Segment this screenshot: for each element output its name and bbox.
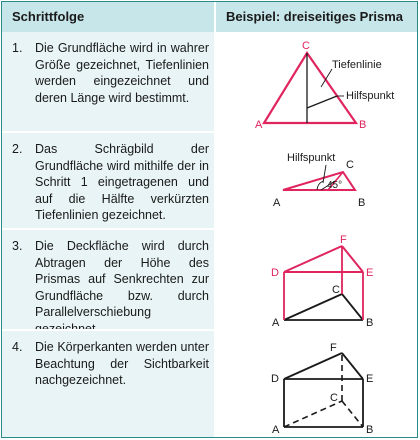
figure-base-true-size (216, 32, 417, 131)
point-label-c: C (330, 392, 338, 404)
edge-fe (342, 246, 363, 272)
aux-point-label: Hilfspunkt (287, 152, 336, 164)
step-number: 2. (12, 142, 23, 156)
point-label-a: A (273, 197, 281, 209)
point-label-b: B (366, 317, 374, 329)
step-row-4 (2, 331, 417, 437)
figure-final-prism (216, 331, 417, 437)
point-label-b: B (358, 197, 366, 209)
construction-steps-table (1, 1, 418, 438)
step-number: 3. (12, 239, 23, 253)
point-label-c: C (302, 40, 310, 52)
edge-df (284, 246, 342, 272)
step-description: Die Grundfläche wird in wahrer Größe gezeichnet, Tiefenlinien werden eingezeichnet und deren Länge wird bestimmt. (35, 41, 209, 105)
leader-aux-point (323, 165, 326, 183)
point-label-e: E (366, 373, 374, 385)
point-label-b: B (359, 119, 367, 131)
angle-arc (317, 181, 323, 190)
step-text-cell (2, 230, 216, 329)
step-description: Das Schrägbild der Grundfläche wird mithilfe der in Schritt 1 eingetragenen und auf die Hälfte verkürzten Tiefenlinien gezeichnet. (35, 142, 209, 222)
oblique-triangle-abc (283, 172, 355, 190)
point-label-f: F (340, 234, 347, 246)
step-number: 1. (12, 41, 23, 55)
step-text-cell (2, 331, 216, 437)
hidden-edge-ac (284, 401, 342, 427)
edge-df (284, 353, 342, 379)
hidden-edge-cb (342, 401, 363, 427)
step-description: Die Deckfläche wird durch Abtragen der Höhe des Prismas auf Senkrechten zur Grundfläche bzw. durch Parallelverschiebung (35, 239, 209, 319)
point-label-a: A (255, 119, 263, 131)
step-number: 4. (12, 340, 23, 354)
step-text-cell (2, 133, 216, 228)
depth-line-label: Tiefenlinie (332, 59, 382, 71)
point-label-a: A (272, 424, 280, 436)
edge-ac (284, 294, 342, 320)
point-label-f: F (330, 342, 337, 354)
figure-top-face (216, 230, 417, 329)
aux-point-label: Hilfspunkt (346, 90, 395, 102)
angle-label: 45° (327, 180, 343, 191)
edge-fe (342, 353, 363, 379)
point-label-c: C (346, 159, 354, 171)
point-label-c: C (332, 284, 340, 296)
figure-cell (216, 133, 417, 228)
step-description: Die Körperkanten werden unter Beachtung der Sichtbarkeit nachgezeichnet. (35, 340, 209, 387)
header-example: Beispiel: dreiseitiges Prisma (216, 2, 417, 32)
edge-cb (342, 294, 363, 320)
point-label-d: D (271, 373, 279, 385)
point-label-a: A (272, 317, 280, 329)
step-text-cell (2, 32, 216, 131)
depth-line (307, 96, 337, 108)
point-label-b: B (366, 424, 374, 436)
step-row-3 (2, 230, 417, 329)
step-row-2 (2, 133, 417, 228)
figure-cell (216, 331, 417, 437)
figure-cell (216, 32, 417, 131)
point-label-d: D (271, 267, 279, 279)
point-label-e: E (366, 267, 374, 279)
step-row-1 (2, 32, 417, 131)
figure-oblique-base (216, 133, 417, 228)
leader-depth-line (321, 69, 332, 87)
header-steps: Schrittfolge (2, 2, 216, 32)
figure-cell (216, 230, 417, 329)
